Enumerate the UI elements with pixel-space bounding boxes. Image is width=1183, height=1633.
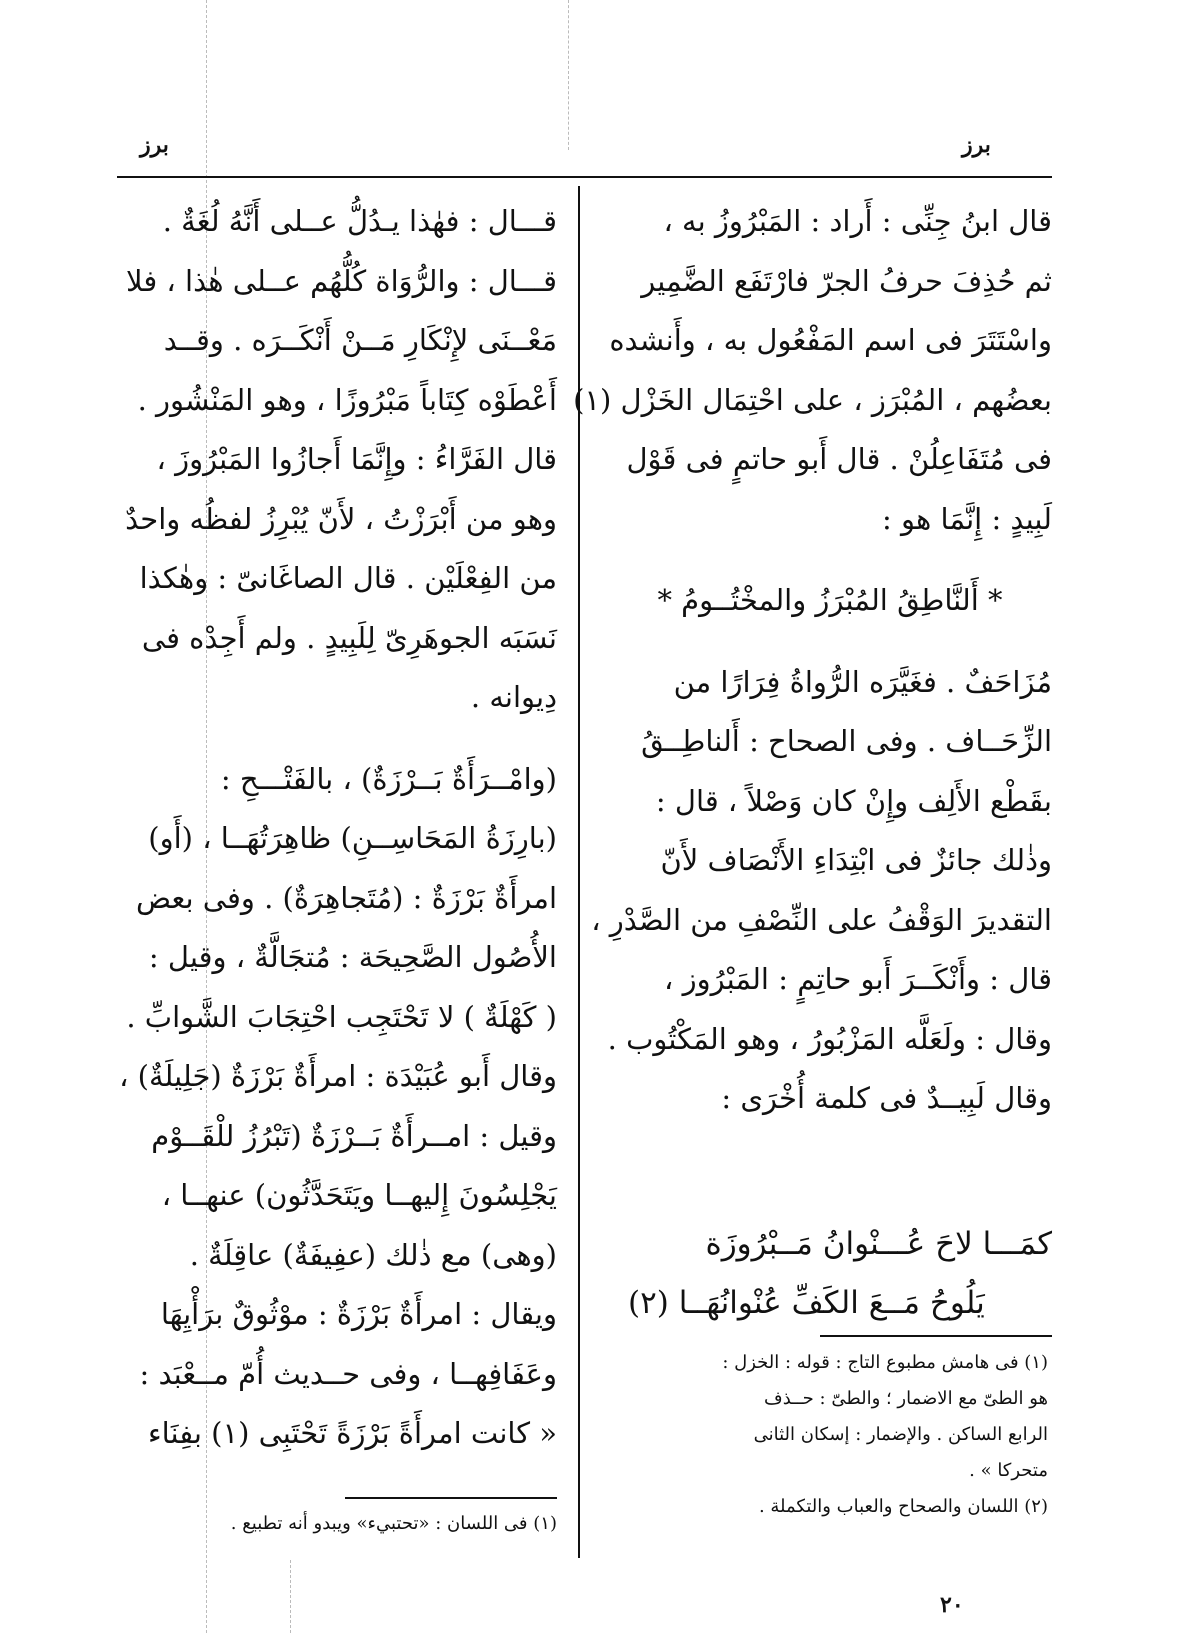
footnote-line: (١) فى اللسان : «تحتبيء» ويبدو أنه تطبيع . [230,1513,557,1534]
text-line: وقيل : امــرأَةٌ بَــرْزَةٌ (تَبْرُزُ للْقَــوْم [151,1118,557,1153]
left-column [117,192,557,1464]
crop-guide-line [290,1560,291,1633]
text-line: (وامْــرَأَةٌ بَــرْزَةٌ) ، بالفَتْـــحِ : [220,761,557,796]
footnote-line: (٢) اللسان والصحاح والعباب والتكملة . [758,1496,1048,1517]
text-line: بقَطْع الأَلِف وإِنْ كان وَصْلاً ، قال : [655,783,1052,818]
verse-hemistich-1: كمَـــا لاحَ عُـــنْوانُ مَــبْرُوزَة [705,1226,1052,1262]
verse-quote: * أَلنَّاطِقُ المُبْرَزُ والمخْتُــومُ * [657,583,1003,617]
footnote-line: هو الطىّ مع الاضمار ؛ والطىّ : حــذف [764,1388,1048,1409]
text-line: قـــال : فهٰذا يـدُلُّ عــلى أَنَّهُ لُغَةٌ . [162,204,557,238]
text-line: وذٰلك جائزٌ فى ابْتِدَاءِ الأَنْصَاف لأَنّ [660,843,1052,877]
text-line: بعضُهم ، المُبْرَز ، على احْتِمَال الخَزْل (١) [573,382,1052,417]
text-line: واسْتَتَرَ فى اسم المَفْعُول به ، وأَنشده [609,323,1052,357]
text-line: وهو من أَبْرَزْتُ ، لأَنّ يُبْرِزُ لفظُه واحدٌ [125,501,557,536]
footnotes-right [608,1345,1048,1525]
text-line: (بارِزَةُ المَحَاسِــنِ) ظاهِرَتُهَــا ، (أَو) [148,821,557,855]
text-line: الزِّحَــاف . وفى الصحاح : أَلناطِــقُ [641,724,1052,758]
text-line: امرأَةٌ بَرْزَةٌ : (مُتَجاهِرَةٌ) . وفى بعض [136,880,557,915]
header-rule [117,176,1052,178]
text-line: قال ابنُ جِنِّى : أَراد : المَبْرُوزُ به ، [663,204,1052,238]
text-line: مَعْــنَى لإِنْكَارِ مَــنْ أَنْكَــرَه . وقــد [163,323,557,357]
running-headword-left: برز [140,132,169,158]
text-line: (وهى) مع ذٰلك (عفِيفَةٌ) عاقِلَةٌ . [189,1237,557,1272]
poem-verse [608,1215,1052,1333]
footnote-line: متحركا » . [969,1460,1048,1481]
text-line: وعَفَافِهــا ، وفى حــديث أُمّ مــعْبَد : [139,1356,557,1391]
text-line: يَجْلِسُونَ إِليهــا ويَتَحَدَّثُون) عنهــا ، [161,1178,557,1212]
text-line: نَسَبَه الجوهَرِىّ لِلَبِيدٍ . ولم أَجِدْه فى [141,620,557,655]
text-line: ( كَهْلَةٌ ) لا تَحْتَجِب احْتِجَابَ الشَّوابِّ . [126,999,557,1034]
text-line: التقديرَ الوَقْفُ على النِّصْفِ من الصَّدْرِ ، [591,902,1052,937]
text-line: أَعْطَوْه كِتَاباً مَبْرُوزًا ، وهو المَنْشُور . [137,382,557,417]
text-line: وقال أَبو عُبَيْدَة : امرأَةٌ بَرْزَةٌ (جَلِيلَةٌ) ، [119,1059,557,1093]
text-line: دِيوانه . [470,680,557,714]
text-line: ويقال : امرأَةٌ بَرْزَةٌ : موْثُوقٌ برَأْيِهَا [160,1297,557,1331]
text-line: لَبِيدٍ : إِنَّمَا هو : [882,501,1052,536]
text-line: « كانت امرأَةً بَرْزَةً تَحْتَبِى (١) بفِنَاء [148,1416,557,1450]
text-line: الأُصُول الصَّحِيحَة : مُتجَالَّةٌ ، وقيل : [148,940,557,974]
footnotes-left [117,1506,557,1542]
text-line: قال الفَرَّاءُ : وإِنَّمَا أَجازُوا المَبْرُوزَ ، [156,442,557,476]
text-line: قـــال : والرُّوَاة كُلُّهُم عــلى هٰذا ، فلا [126,263,557,298]
text-line: قال : وأَنْكَــرَ أَبو حاتِمٍ : المَبْرُوز ، [663,962,1052,996]
footnote-rule [345,1497,557,1499]
running-headword-right: برز [962,132,991,158]
footnote-line: (١) فى هامش مطبوع التاج : قوله : الخزل : [722,1352,1048,1373]
text-line: من الفِعْلَيْن . قال الصاغَانىّ : وهٰكذا [139,561,557,595]
verse-hemistich-2: يَلُوحُ مَــعَ الكَفِّ عُنْوانُهَــا (٢) [628,1285,985,1321]
footnote-rule [820,1335,1052,1337]
text-line: ثم حُذِفَ حرفُ الجرّ فارْتَفَع الضَّمِير [641,263,1052,298]
right-column [573,192,1052,1129]
text-line: وقال لَبِيــدٌ فى كلمة أُخْرَى : [721,1081,1052,1115]
text-line: فى مُتَفَاعِلُنْ . قال أَبو حاتمٍ فى قَوْل [626,442,1052,476]
footnote-line: الرابع الساكن . والإضمار : إسكان الثانى [753,1424,1048,1445]
page-number: ٢٠ [940,1592,964,1618]
text-line: وقال : ولَعَلَّه المَزْبُورُ ، وهو المَكْتُوب . [607,1021,1052,1056]
crop-guide-line [568,0,569,150]
text-line: مُزَاحَفٌ . فغَيَّرَه الرُّواةُ فِرَارًا من [673,664,1052,699]
